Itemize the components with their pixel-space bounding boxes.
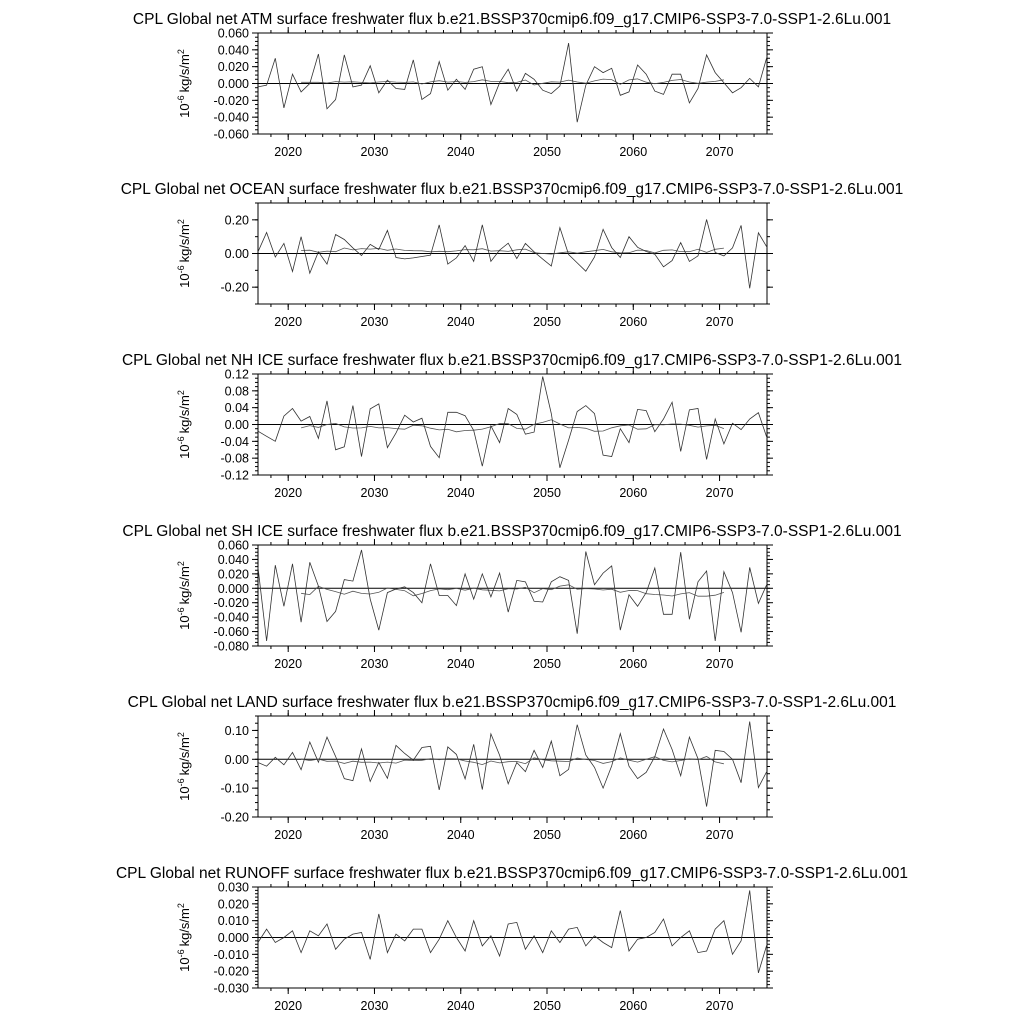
x-tick-label: 2040 <box>446 145 475 159</box>
y-axis-label <box>176 390 192 459</box>
x-tick-label: 2060 <box>619 145 648 159</box>
x-tick-label: 2070 <box>705 315 734 329</box>
y-axis-label <box>176 219 192 288</box>
y-tick-label: 0.20 <box>224 213 249 228</box>
x-tick-label: 2020 <box>274 657 303 671</box>
y-tick-label: 0.020 <box>217 567 249 582</box>
y-tick-label: 0.00 <box>224 247 249 261</box>
panel-title: CPL Global net SH ICE surface freshwater flux b.e21.BSSP370cmip6.f09_g17.CMIP6-SSP3-7.0-SSP1-2.6Lu.001 <box>122 523 902 540</box>
y-axis-label-unit-exp: 2 <box>176 903 186 909</box>
y-tick-label: 0.020 <box>217 897 249 912</box>
plot-frame <box>258 716 767 817</box>
y-tick-label: -0.10 <box>220 781 249 796</box>
x-tick-label: 2030 <box>360 486 389 500</box>
y-axis-label-unit: kg/s/m <box>177 566 192 605</box>
x-tick-label: 2040 <box>446 999 475 1013</box>
y-tick-label: 0.030 <box>217 880 249 895</box>
x-tick-label: 2060 <box>619 999 648 1013</box>
y-axis-label-exp: -6 <box>176 95 186 104</box>
y-tick-label: 0.10 <box>224 723 249 738</box>
panel-title: CPL Global net OCEAN surface freshwater flux b.e21.BSSP370cmip6.f09_g17.CMIP6-SSP3-7.0-SSP1-2.6Lu.001 <box>120 181 904 198</box>
x-tick-label: 2050 <box>533 315 561 329</box>
y-axis-label-unit-exp: 2 <box>176 49 186 55</box>
y-axis-label-exp: -6 <box>176 265 186 274</box>
y-tick-label: 0.00 <box>224 418 249 432</box>
x-tick-label: 2040 <box>446 315 475 329</box>
x-tick-label: 2060 <box>619 486 648 500</box>
y-axis-label-unit: kg/s/m <box>177 224 192 263</box>
y-tick-label: -0.080 <box>213 639 249 654</box>
panel-title: CPL Global net NH ICE surface freshwater flux b.e21.BSSP370cmip6.f09_g17.CMIP6-SSP3-7.0-SSP1-2.6Lu.001 <box>121 352 903 369</box>
y-axis-label-unit-exp: 2 <box>176 561 186 567</box>
annual-series-line <box>258 550 767 641</box>
x-tick-label: 2050 <box>533 828 561 842</box>
y-axis-label-base: 10 <box>177 273 192 288</box>
y-tick-label: -0.20 <box>220 280 249 295</box>
y-axis-label-base: 10 <box>177 444 192 459</box>
panel-2 <box>122 352 902 500</box>
y-axis-label-unit: kg/s/m <box>177 737 192 776</box>
y-axis-label-unit: kg/s/m <box>177 395 192 434</box>
x-tick-label: 2060 <box>619 315 648 329</box>
y-tick-label: -0.12 <box>220 468 249 483</box>
y-tick-label: 0.000 <box>217 931 249 945</box>
x-tick-label: 2020 <box>274 999 303 1013</box>
y-axis-label-exp: -6 <box>176 778 186 787</box>
y-tick-label: -0.040 <box>213 610 249 625</box>
running-mean-line <box>301 585 724 596</box>
y-tick-label: -0.04 <box>220 434 249 449</box>
x-tick-label: 2050 <box>533 145 561 159</box>
y-axis-label-exp: -6 <box>176 436 186 445</box>
y-tick-label: -0.020 <box>213 596 249 611</box>
y-tick-label: -0.020 <box>213 964 249 979</box>
panel-title: CPL Global net ATM surface freshwater flux b.e21.BSSP370cmip6.f09_g17.CMIP6-SSP3-7.0-SSP1-2.6Lu.001 <box>132 11 892 28</box>
y-tick-label: 0.000 <box>217 581 249 596</box>
x-tick-label: 2060 <box>619 828 648 842</box>
running-mean-line <box>301 420 724 432</box>
x-tick-label: 2030 <box>360 999 389 1013</box>
x-tick-label: 2070 <box>705 828 734 842</box>
y-axis-label <box>176 732 192 801</box>
y-axis-label-unit-exp: 2 <box>176 390 186 396</box>
x-tick-label: 2050 <box>533 486 561 500</box>
y-axis-label-unit-exp: 2 <box>176 219 186 225</box>
y-tick-label: 0.010 <box>217 914 249 929</box>
x-tick-label: 2030 <box>360 145 389 159</box>
x-tick-label: 2070 <box>705 145 734 159</box>
y-tick-label: 0.040 <box>217 552 249 567</box>
x-tick-label: 2040 <box>446 486 475 500</box>
panel-5 <box>116 865 908 1013</box>
y-axis-label-base: 10 <box>177 786 192 801</box>
panel-4 <box>128 694 897 842</box>
y-axis-label-base: 10 <box>177 615 192 630</box>
y-tick-label: -0.020 <box>213 93 249 108</box>
y-tick-label: -0.08 <box>220 451 249 466</box>
y-tick-label: -0.060 <box>213 625 249 640</box>
y-axis-label-unit: kg/s/m <box>177 54 192 93</box>
x-tick-label: 2020 <box>274 145 303 159</box>
y-tick-label: 0.020 <box>217 60 249 75</box>
x-tick-label: 2050 <box>533 657 561 671</box>
y-tick-label: 0.040 <box>217 43 249 58</box>
y-tick-label: -0.040 <box>213 110 249 125</box>
y-axis-label <box>176 903 192 972</box>
x-tick-label: 2020 <box>274 828 303 842</box>
y-tick-label: 0.12 <box>224 367 249 382</box>
x-tick-label: 2020 <box>274 315 303 329</box>
annual-series-line <box>258 377 767 468</box>
y-axis-label-exp: -6 <box>176 607 186 616</box>
panel-0 <box>133 11 891 159</box>
x-tick-label: 2070 <box>705 486 734 500</box>
x-tick-label: 2060 <box>619 657 648 671</box>
y-tick-label: 0.060 <box>217 538 249 553</box>
y-axis-label-exp: -6 <box>176 949 186 958</box>
panel-title: CPL Global net LAND surface freshwater flux b.e21.BSSP370cmip6.f09_g17.CMIP6-SSP3-7.0-SSP1-2.6Lu.001 <box>127 694 897 711</box>
x-tick-label: 2050 <box>533 999 561 1013</box>
y-axis-label-base: 10 <box>177 103 192 118</box>
x-tick-label: 2070 <box>705 999 734 1013</box>
y-tick-label: -0.010 <box>213 947 249 962</box>
y-axis-label-unit: kg/s/m <box>177 908 192 947</box>
panel-title: CPL Global net RUNOFF surface freshwater flux b.e21.BSSP370cmip6.f09_g17.CMIP6-SSP3-7.0-SSP1-2.6Lu.001 <box>115 865 909 882</box>
x-tick-label: 2030 <box>360 828 389 842</box>
panel-3 <box>122 523 901 671</box>
y-tick-label: -0.060 <box>213 127 249 142</box>
x-tick-label: 2030 <box>360 657 389 671</box>
y-axis-label <box>176 561 192 630</box>
x-tick-label: 2040 <box>446 657 475 671</box>
y-axis-label <box>176 49 192 118</box>
x-tick-label: 2040 <box>446 828 475 842</box>
x-tick-label: 2030 <box>360 315 389 329</box>
y-tick-label: -0.20 <box>220 810 249 825</box>
x-tick-label: 2070 <box>705 657 734 671</box>
y-tick-label: 0.000 <box>217 77 249 91</box>
annual-series-line <box>258 722 767 807</box>
annual-series-line <box>258 890 767 973</box>
y-tick-label: 0.04 <box>224 401 249 416</box>
y-tick-label: 0.00 <box>224 752 249 767</box>
panel-1 <box>121 181 904 329</box>
y-tick-label: -0.030 <box>213 981 249 996</box>
y-axis-label-base: 10 <box>177 957 192 972</box>
x-tick-label: 2020 <box>274 486 303 500</box>
y-tick-label: 0.060 <box>217 26 249 41</box>
y-axis-label-unit-exp: 2 <box>176 732 186 738</box>
y-tick-label: 0.08 <box>224 384 249 399</box>
